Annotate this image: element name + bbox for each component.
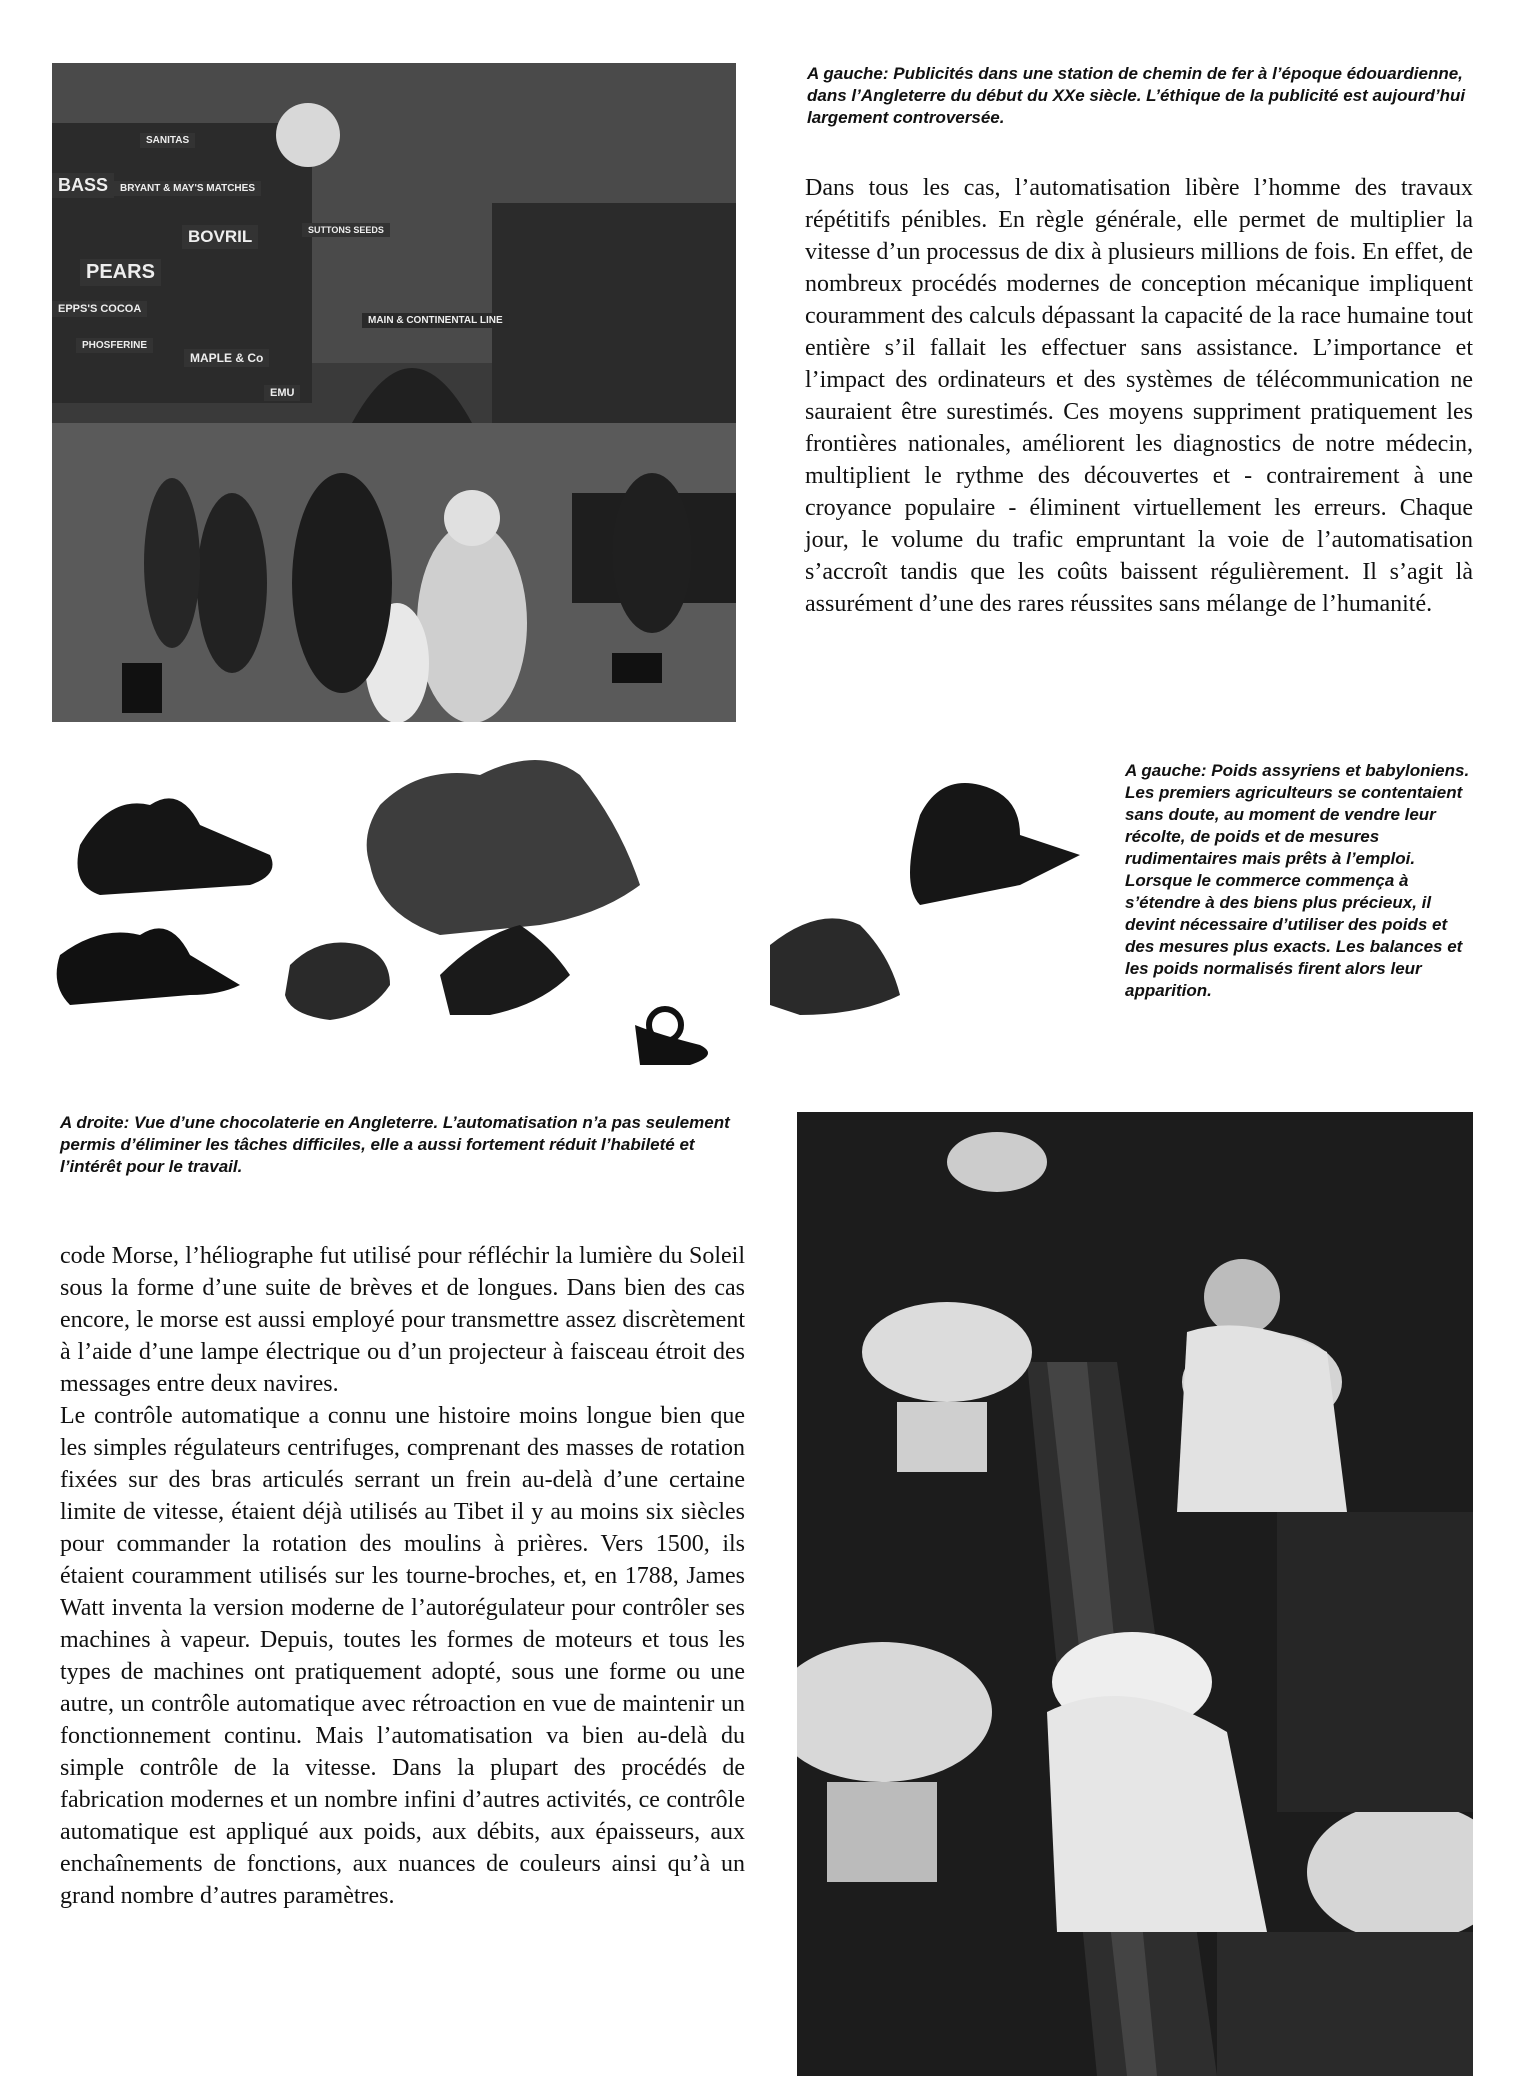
paragraph-morse: code Morse, l’héliographe fut utilisé pour réfléchir la lumière du Soleil sous la forme d’une suite de brèves et de longues. Dans bien des cas encore, le morse est aussi employé pour transmettre assez discrètement à l’aide d’une lampe électrique ou d’un projecteur à faisceau étroit des messages entre deux navires. (60, 1243, 745, 1397)
sign-phosferine: PHOSFERINE (76, 338, 153, 353)
sign-pears: PEARS (80, 259, 161, 286)
weights-illustration (40, 745, 1100, 1065)
sign-bass: BASS (52, 173, 114, 198)
sign-sanitas: SANITAS (140, 133, 195, 148)
caption-weights: A gauche: Poids assyriens et babyloniens. Les premiers agriculteurs se contentaient sans doute, au moment de vendre leur récolte, de poids et de mesures rudimentaires mais prêts à l’emploi. Lorsque le commerce commença à s’étendre à des biens plus précieux, il devint nécessaire d’utiliser des poids et des mesures plus exacts. Les balances et les poids normalisés firent alors leur apparition. (1125, 761, 1470, 1000)
sign-suttons: SUTTONS SEEDS (302, 223, 390, 237)
paragraph-control: Le contrôle automatique a connu une histoire moins longue bien que les simples régulateurs centrifuges, comprenant des masses de rotation fixées sur des bras articulés serrant un frein au-delà d’une certaine limite de vitesse, étaient déjà utilisés au Tibet il y au moins six siècles pour commander la rotation des moulins à prières. Vers 1500, ils étaient couramment utilisés sur les tourne-broches, et, en 1788, James Watt inventa la version moderne de l’autorégulateur pour contrôler ses machines à vapeur. Depuis, toutes les formes de moteurs et tous les types de machines ont pratiquement adopté, sous une forme ou une autre, un contrôle automatique avec rétroaction en vue de maintenir un fonctionnement continu. Mais l’automatisation va bien au-delà du simple contrôle de la vitesse. Dans la plupart des procédés de fabrication modernes et un nombre infini d’autres activités, ce contrôle automatique est appliqué aux poids, aux débits, aux épaisseurs, aux enchaînements de fonctions, aux nuances de couleurs ainsi qu’à un grand nombre d’autres paramètres. (60, 1403, 745, 1909)
sign-main-line: MAIN & CONTINENTAL LINE (362, 313, 509, 328)
sign-bovril: BOVRIL (182, 225, 258, 249)
caption-chocolate: A droite: Vue d’une chocolaterie en Angleterre. L’automatisation n’a pas seulement permis d’éliminer les tâches difficiles, elle a aussi fortement réduit l’habileté et l’intérêt pour le travail. (60, 1113, 730, 1176)
sign-emu: EMU (264, 385, 300, 401)
weights-photo (40, 745, 1100, 1065)
factory-illustration (797, 1112, 1473, 2076)
paragraph-automation: Dans tous les cas, l’automatisation libère l’homme des travaux répétitifs pénibles. En règle générale, elle permet de multiplier la vitesse d’un processus de dix à plusieurs millions de fois. En effet, de nombreux procédés modernes de conception mécanique impliquent couramment des calculs dépassant la capacité de la race humaine tout entière s’il fallait les effectuer sans assistance. L’importance et l’impact des ordinateurs et des systèmes de télécommunication ne sauraient être surestimés. Ces moyens suppriment pratiquement les frontières nationales, améliorent les diagnostics de notre médecin, multiplient le rythme des découvertes et - contrairement à une croyance populaire - éliminent virtuellement les erreurs. Chaque jour, le volume du trafic empruntant la voie de l’automatisation s’accroît tandis que les coûts baissent régulièrement. Il s’agit là assurément d’une des rares réussites sans mélange de l’humanité. (805, 175, 1473, 617)
sign-bryant: BRYANT & MAY'S MATCHES (114, 181, 261, 196)
sign-epps: EPPS'S COCOA (52, 301, 147, 317)
sign-maple: MAPLE & Co (184, 349, 269, 367)
body-text-top (805, 172, 1473, 620)
station-photo (52, 63, 736, 722)
caption-station: A gauche: Publicités dans une station de chemin de fer à l’époque édouardienne, dans l’Angleterre du début du XXe siècle. L’éthique de la publicité est aujourd’hui largement controversée. (807, 64, 1466, 127)
chocolate-factory-photo (797, 1112, 1473, 2076)
station-illustration (52, 63, 736, 722)
body-text-bottom (60, 1240, 745, 1912)
